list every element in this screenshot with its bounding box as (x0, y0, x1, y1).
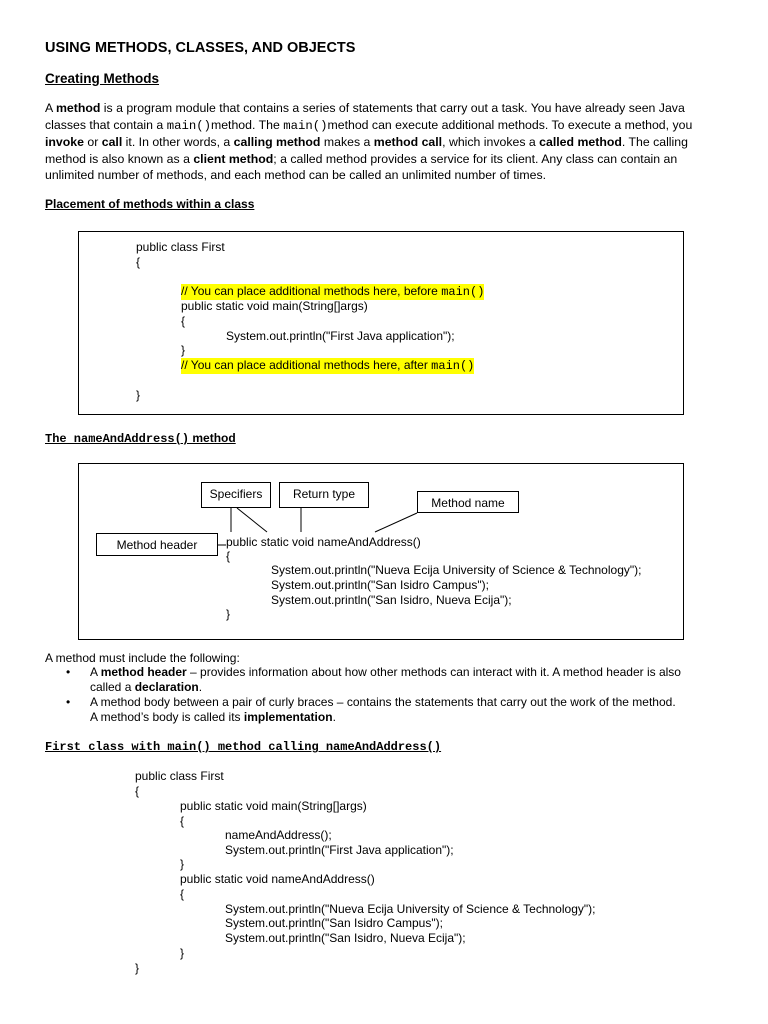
bullet-marker: • (66, 665, 71, 679)
code-line: System.out.println("First Java application"); (226, 329, 455, 343)
code-line: { (226, 549, 231, 563)
intro-line-3: invoke or call it. In other words, a calling method makes a method call, which invokes a called method. The calling (45, 135, 688, 150)
code-line: System.out.println("Nueva Ecija University of Science & Technology"); (271, 563, 642, 577)
highlighted-comment-before-main: // You can place additional methods here, before main() (181, 284, 485, 299)
code-line: public static void nameAndAddress() (180, 872, 375, 886)
code-line: { (136, 255, 141, 269)
code-line: { (180, 814, 185, 828)
code-line: } (180, 946, 185, 960)
method-name-label: Method name (417, 491, 519, 513)
section-heading-creating-methods: Creating Methods (45, 71, 160, 86)
code-line: System.out.println("San Isidro, Nueva Ecija"); (271, 593, 512, 607)
code-line: } (181, 343, 186, 357)
code-line: } (226, 607, 231, 621)
page-title: USING METHODS, CLASSES, AND OBJECTS (45, 40, 356, 56)
code-line: public static void main(String[]args) (180, 799, 367, 813)
method-anatomy-diagram (78, 463, 684, 640)
code-line: { (135, 784, 140, 798)
specifiers-label: Specifiers (201, 482, 271, 508)
name-and-address-heading: The nameAndAddress() method (45, 431, 236, 446)
code-line: } (136, 388, 141, 402)
code-line: { (180, 887, 185, 901)
bullet-item-method-body: A method body between a pair of curly braces – contains the statements that carry out the work of the method. A method’s body is called its implementation. (90, 695, 676, 724)
code-line: nameAndAddress(); (225, 828, 332, 842)
intro-line-2: classes that contain a main()method. The main()method can execute additional methods. To execute a method, you (45, 117, 693, 133)
highlighted-comment-after-main: // You can place additional methods here, after main() (181, 358, 475, 373)
return-type-label: Return type (279, 482, 369, 508)
code-line: System.out.println("Nueva Ecija University of Science & Technology"); (225, 902, 596, 916)
code-line: System.out.println("San Isidro, Nueva Ecija"); (225, 931, 466, 945)
bullet-item-method-header: A method header – provides information about how other methods can interact with it. A method header is also called a declaration. (90, 665, 681, 694)
code-line: System.out.println("First Java application"); (225, 843, 454, 857)
code-line: { (181, 314, 186, 328)
first-class-heading: First class with main() method calling nameAndAddress() (45, 740, 442, 754)
code-line: } (135, 961, 140, 975)
code-line: public class First (135, 769, 224, 783)
intro-line-1: A method is a program module that contains a series of statements that carry out a task. You have already seen Java (45, 101, 685, 115)
must-include-intro: A method must include the following: (45, 651, 240, 665)
intro-line-5: unlimited number of methods, and each method can be called an unlimited number of times. (45, 168, 547, 183)
code-line: } (180, 857, 185, 871)
code-line: public class First (136, 240, 225, 254)
code-line: public static void nameAndAddress() (226, 535, 421, 549)
code-line: System.out.println("San Isidro Campus"); (271, 578, 489, 592)
method-header-label: Method header (96, 533, 218, 556)
intro-paragraph (45, 100, 735, 184)
code-line: System.out.println("San Isidro Campus"); (225, 916, 443, 930)
placement-heading: Placement of methods within a class (45, 197, 255, 211)
code-line: public static void main(String[]args) (181, 299, 368, 313)
intro-line-4: method is also known as a client method; a called method provides a service for its client. Any class can contain an (45, 151, 678, 166)
placement-code-box (78, 231, 684, 415)
bullet-marker: • (66, 695, 71, 709)
